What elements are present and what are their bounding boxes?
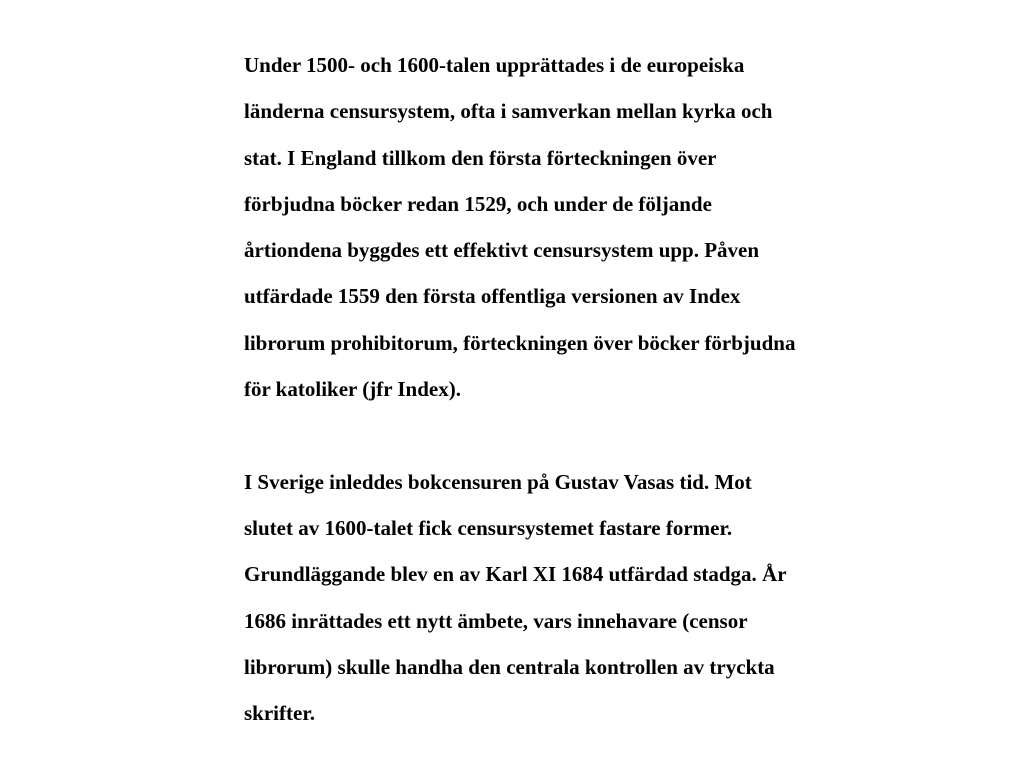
text-line: årtiondena byggdes ett effektivt censursystem upp. Påven xyxy=(244,238,760,263)
text-line: förbjudna böcker redan 1529, och under de följande xyxy=(244,191,712,216)
paragraph-1 xyxy=(244,42,934,412)
text-block xyxy=(244,42,934,736)
text-line: utfärdade 1559 den första offentliga versionen av Index xyxy=(244,284,741,309)
paragraph-gap xyxy=(244,412,934,458)
text-line: stat. I England tillkom den första förteckningen över xyxy=(244,145,717,170)
text-line: slutet av 1600-talet fick censursystemet fastare former. xyxy=(244,515,733,540)
text-line: skrifter. xyxy=(244,701,315,726)
text-line: 1686 inrättades ett nytt ämbete, vars innehavare (censor xyxy=(244,608,748,633)
text-line: Under 1500- och 1600-talen upprättades i de europeiska xyxy=(244,53,745,77)
text-line: I Sverige inleddes bokcensuren på Gustav Vasas tid. Mot xyxy=(244,469,752,494)
text-line: librorum) skulle handha den centrala kontrollen av tryckta xyxy=(244,654,775,679)
paragraph-2 xyxy=(244,459,934,737)
text-line: för katoliker (jfr Index). xyxy=(244,377,461,402)
text-line: länderna censursystem, ofta i samverkan mellan kyrka och xyxy=(244,99,773,124)
text-line: Grundläggande blev en av Karl XI 1684 utfärdad stadga. År xyxy=(244,562,787,587)
text-line: librorum prohibitorum, förteckningen över böcker förbjudna xyxy=(244,330,796,355)
